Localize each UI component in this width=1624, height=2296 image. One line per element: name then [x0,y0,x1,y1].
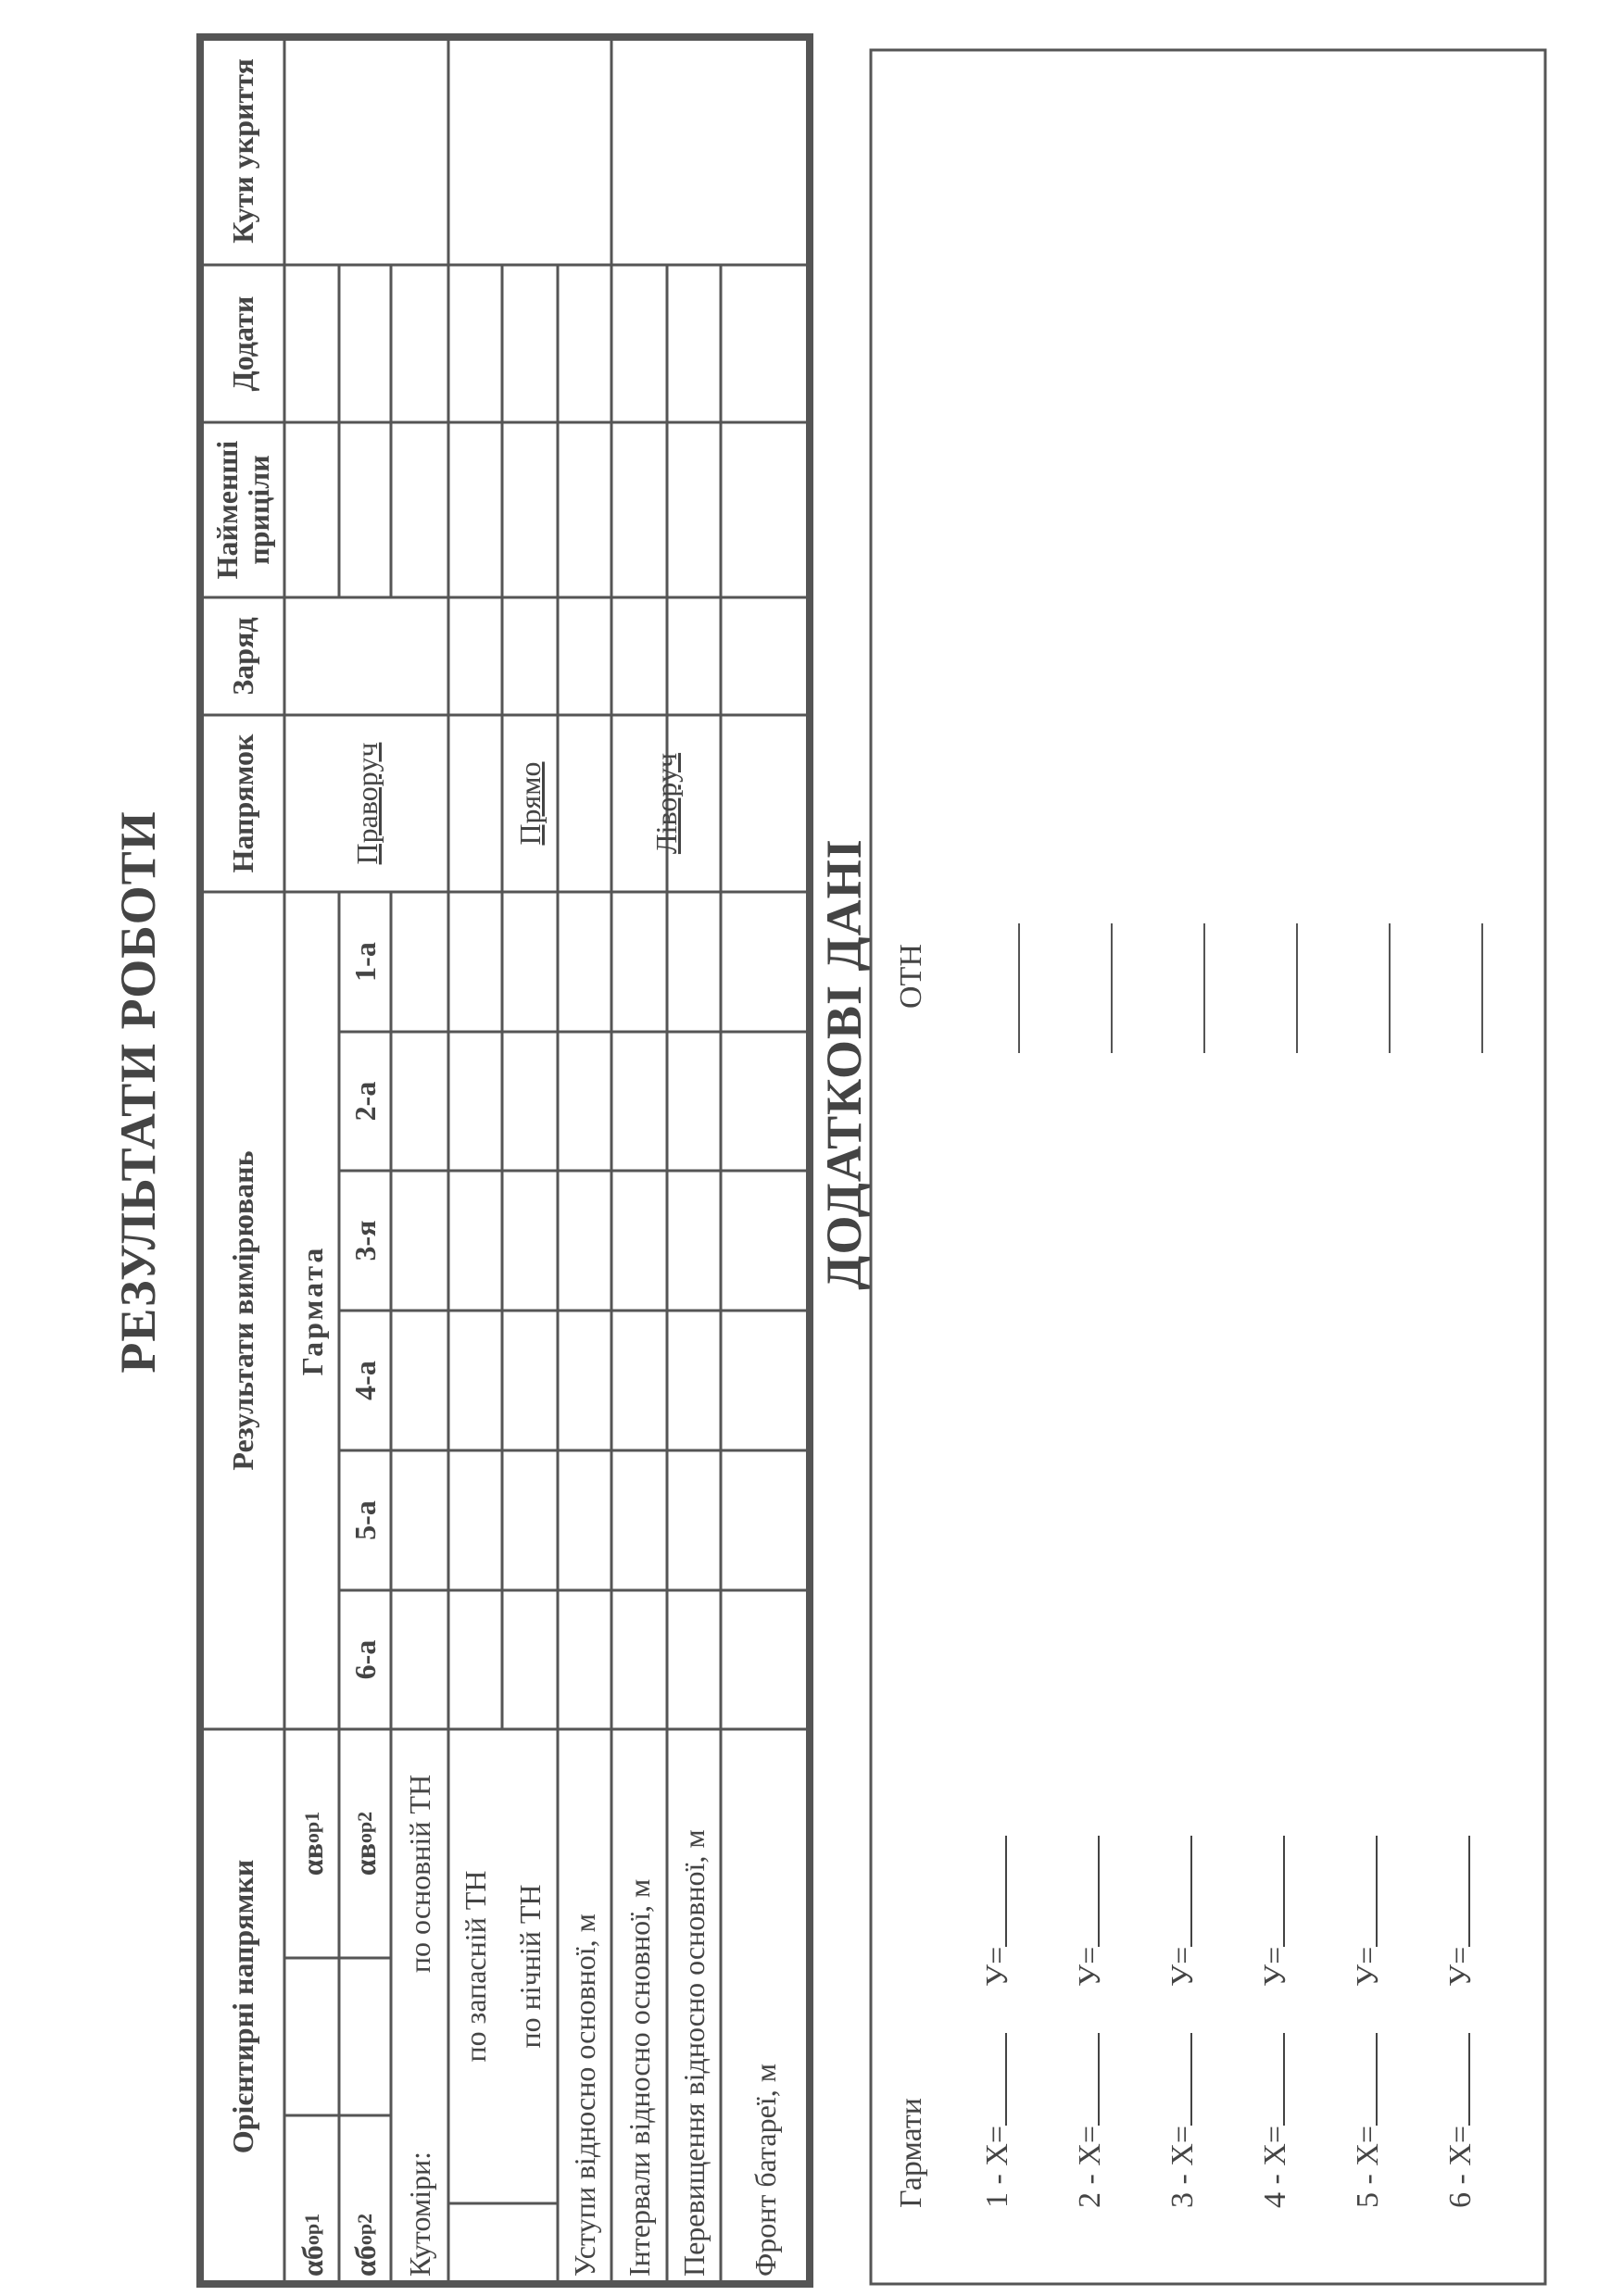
header-charge: Заряд [225,617,259,696]
gun-number-1: 1-а [348,942,382,982]
direction-left: Ліворуч [649,752,683,855]
gun-number-4: 4-а [348,1361,382,1400]
gun-4-coords: 4 - X=У= [1258,1836,1293,2208]
header-gun: Гармата [295,1245,329,1376]
row-kutomiry: Кутоміри: [403,2151,436,2277]
header-min-sights: Найменші приціли [209,440,275,580]
extra-oth-label: ОТН [894,944,928,1009]
gun-6-coords: 6 - X=У= [1443,1836,1479,2208]
row-main-th: по основній ТН [403,1774,436,1974]
gun-3-coords: 3 - X=У= [1165,1836,1201,2208]
header-cover-angles: Кути укриття [225,58,259,244]
gun-5-coords: 5 - X=У= [1351,1836,1386,2208]
row-front: Фронт батареї, м [749,2064,782,2277]
orient-av2: αв ор2 [348,1811,382,1876]
header-corrections: Додати [225,295,259,392]
row-ustupy: Уступи відносно основної, м [568,1913,601,2277]
direction-right: Праворуч [349,742,384,865]
direction-straight: Прямо [513,761,547,846]
row-spare-th: по запасній ТН [459,1870,492,2063]
extra-guns-label: Гармати [894,2098,928,2208]
row-night-th: по нічній ТН [513,1884,547,2049]
gun-number-2: 2-а [348,1081,382,1122]
row-intervals: Інтервали відносно основної, м [623,1878,656,2277]
header-measure: Результати вимірювань [225,1150,259,1471]
orient-av1: αв ор1 [295,1811,329,1876]
orient-ab1: αб ор1 [295,2213,329,2277]
gun-number-3: 3-я [348,1220,382,1261]
header-direction: Напрямок [225,734,259,873]
row-elevation: Перевищення відносно основної, м [677,1829,711,2277]
gun-number-6: 6-а [348,1639,382,1680]
gun-1-coords: 1 - X=У= [980,1836,1015,2208]
gun-2-coords: 2 - X=У= [1073,1836,1108,2208]
extra-title: ДОДАТКОВІ ДАНІ [816,838,872,1290]
gun-number-5: 5-а [348,1500,382,1540]
header-orient: Орієнтирні напрямки [225,1859,259,2154]
orient-ab2: αб ор2 [348,2213,382,2277]
page-title: РЕЗУЛЬТАТИ РОБОТИ [110,810,166,1374]
